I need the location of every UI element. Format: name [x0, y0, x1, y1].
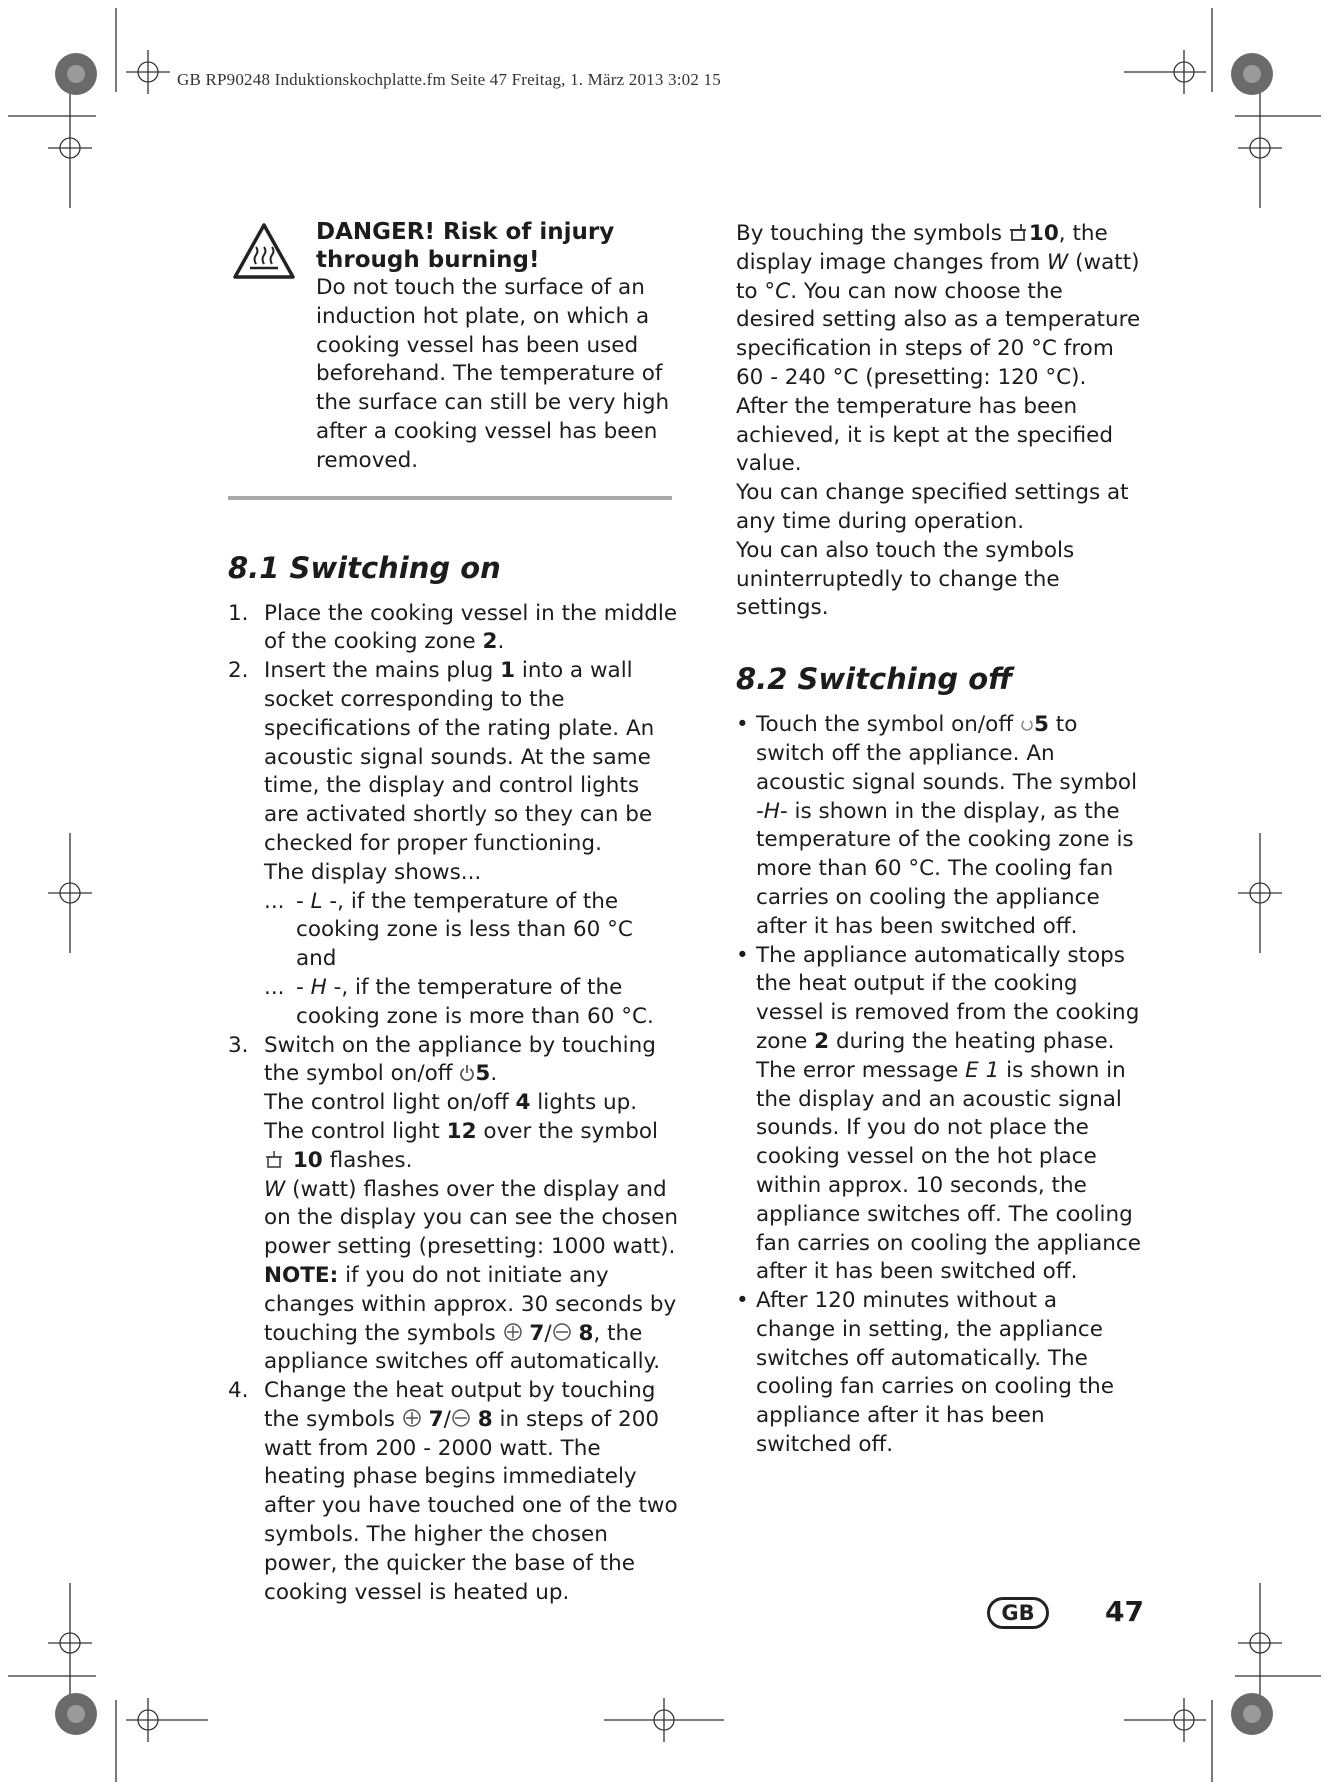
step-text: Switch on the appliance by touching the symbol on/off [264, 1032, 656, 1087]
switching-off-list [736, 711, 1141, 1460]
minus-circle-icon [552, 1322, 572, 1342]
step-text: lights up. [530, 1090, 638, 1116]
temperature-paragraph [736, 220, 1141, 479]
step-text: into a wall socket corresponding to the specifications of the rating plate. An acoustic signal sounds. At the same time, the display and control lights are activated shortly so they can be checked for proper functioning. [264, 658, 655, 856]
slash: / [544, 1320, 552, 1346]
text: (watt) to [736, 249, 1140, 304]
step-number: 1. [228, 600, 249, 626]
section-heading-switching-off: 8.2 Switching off [736, 662, 1013, 697]
reference-number: 12 [446, 1118, 477, 1144]
reference-number: 7 [428, 1406, 444, 1432]
step-text: . [497, 629, 505, 655]
minus-circle-icon [451, 1408, 471, 1428]
list-item [228, 1032, 678, 1378]
text: during the heating phase. The error message [756, 1028, 1115, 1083]
ellipsis: ... [264, 974, 285, 1000]
note-text: , the appliance switches off automatically. [264, 1320, 661, 1375]
step-number: 4. [228, 1378, 249, 1404]
note-label: NOTE: [264, 1262, 339, 1288]
danger-warning-box [228, 218, 678, 476]
switching-on-steps [228, 600, 678, 1608]
text: By touching the symbols [736, 221, 1009, 246]
display-item-h [264, 974, 678, 1032]
file-info-header: GB RP90248 Induktionskochplatte.fm Seite 47 Freitag, 1. März 2013 3:02 15 [177, 70, 721, 89]
danger-title: DANGER! Risk of injury through burning! [316, 219, 615, 273]
display-code: W [1047, 249, 1069, 275]
display-code: -H- [756, 798, 788, 824]
display-code: W [264, 1176, 286, 1202]
symbols-paragraph: You can also touch the symbols uninterruptedly to change the settings. [736, 537, 1075, 621]
reference-number: 10 [1028, 221, 1059, 246]
slash: / [443, 1406, 451, 1432]
list-item [228, 1377, 678, 1607]
step-text: Change the heat output by touching the symbols [264, 1378, 656, 1432]
hot-surface-warning-icon [232, 222, 296, 280]
reference-number: 1 [500, 658, 516, 684]
display-code: E 1 [965, 1057, 1000, 1083]
pot-temperature-icon [1009, 222, 1029, 242]
section-heading-switching-on: 8.1 Switching on [228, 550, 501, 585]
text: - [296, 888, 311, 914]
plus-circle-icon [503, 1322, 523, 1342]
reference-number: 4 [515, 1090, 531, 1116]
page-footer [987, 1595, 1147, 1635]
display-code: L [310, 888, 323, 914]
text: is shown in the display and an acoustic signal sounds. If you do not place the cooking vessel on the hot place within approx. 10 seconds, the appliance switches off. The cooling fan carries on cooling the appliance after it has been switched off. [756, 1057, 1141, 1285]
text: -, if the temperature of the cooking zone is less than 60 °C and [296, 888, 633, 972]
step-text: Place the cooking vessel in the middle of the cooking zone [264, 600, 678, 655]
list-item [736, 1287, 1141, 1460]
step-text: flashes. [322, 1147, 413, 1173]
display-item-l [264, 888, 678, 974]
danger-text: Do not touch the surface of an induction hot plate, on which a cooking vessel has been used beforehand. The temperature of the surface can still be very high after a cooking vessel has been removed. [316, 275, 670, 473]
step-text: (watt) flashes over the display and on the display you can see the chosen power setting (presetting: 1000 watt). [264, 1176, 678, 1260]
list-item [228, 600, 678, 658]
power-icon [1020, 717, 1034, 733]
step-text: . [490, 1061, 498, 1087]
right-column [736, 220, 1141, 1460]
step-text: Insert the mains plug [264, 658, 501, 684]
text: Touch the symbol on/off [756, 712, 1020, 738]
list-item [228, 657, 678, 1031]
text: -, if the temperature of the cooking zone is more than 60 °C. [296, 974, 654, 1029]
plus-circle-icon [402, 1408, 422, 1428]
reference-number: 2 [482, 629, 498, 655]
step-text: The control light [264, 1118, 447, 1144]
step-text: in steps of 200 watt from 200 - 2000 watt. The heating phase begins immediately after you have touched one of the two symbols. The higher the chosen power, the quicker the base of the cooking vessel is heated up. [264, 1406, 678, 1605]
list-item [736, 942, 1141, 1288]
reference-number: 5 [475, 1061, 491, 1087]
divider [228, 496, 672, 500]
reference-number: 8 [578, 1320, 594, 1346]
text: , the display image changes from [736, 221, 1108, 275]
left-column [228, 218, 678, 1607]
step-text: The control light on/off [264, 1090, 516, 1116]
text: . You can now choose the desired setting also as a temperature specification in steps of 20 °C from 60 - 240 °C (presetting: 120 °C). After the temperature has been achieved, it is kept at the specified value. [736, 278, 1141, 477]
pot-temperature-icon [264, 1149, 286, 1169]
text: is shown in the display, as the temperature of the cooking zone is more than 60 °C. The cooling fan carries on cooling the appliance after it has been switched off. [756, 798, 1134, 939]
step-number: 2. [228, 658, 249, 684]
reference-number: 5 [1033, 712, 1049, 738]
note-text: if you do not initiate any changes within approx. 30 seconds by touching the symbols [264, 1262, 677, 1346]
reference-number: 10 [292, 1147, 323, 1173]
settings-paragraph: You can change specified settings at any time during operation. [736, 480, 1129, 534]
display-intro: The display shows... [264, 859, 482, 885]
country-badge: GB [987, 1597, 1049, 1629]
power-icon [459, 1064, 475, 1082]
reference-number: 2 [814, 1028, 830, 1054]
text: The appliance automatically stops the heat output if the cooking vessel is removed from the cooking zone [756, 942, 1140, 1054]
display-code: H [310, 974, 327, 1000]
reference-number: 7 [529, 1320, 545, 1346]
text: After 120 minutes without a change in setting, the appliance switches off automatically. The cooling fan carries on cooling the appliance after it has been switched off. [756, 1288, 1115, 1458]
text: - [296, 974, 311, 1000]
step-text: over the symbol [476, 1118, 658, 1144]
ellipsis: ... [264, 888, 285, 914]
display-code: °C [764, 278, 791, 304]
page-number: 47 [1105, 1595, 1144, 1628]
list-item [736, 711, 1141, 941]
step-number: 3. [228, 1032, 249, 1058]
text: to switch off the appliance. An acoustic signal sounds. The symbol [756, 712, 1138, 795]
reference-number: 8 [477, 1406, 493, 1432]
